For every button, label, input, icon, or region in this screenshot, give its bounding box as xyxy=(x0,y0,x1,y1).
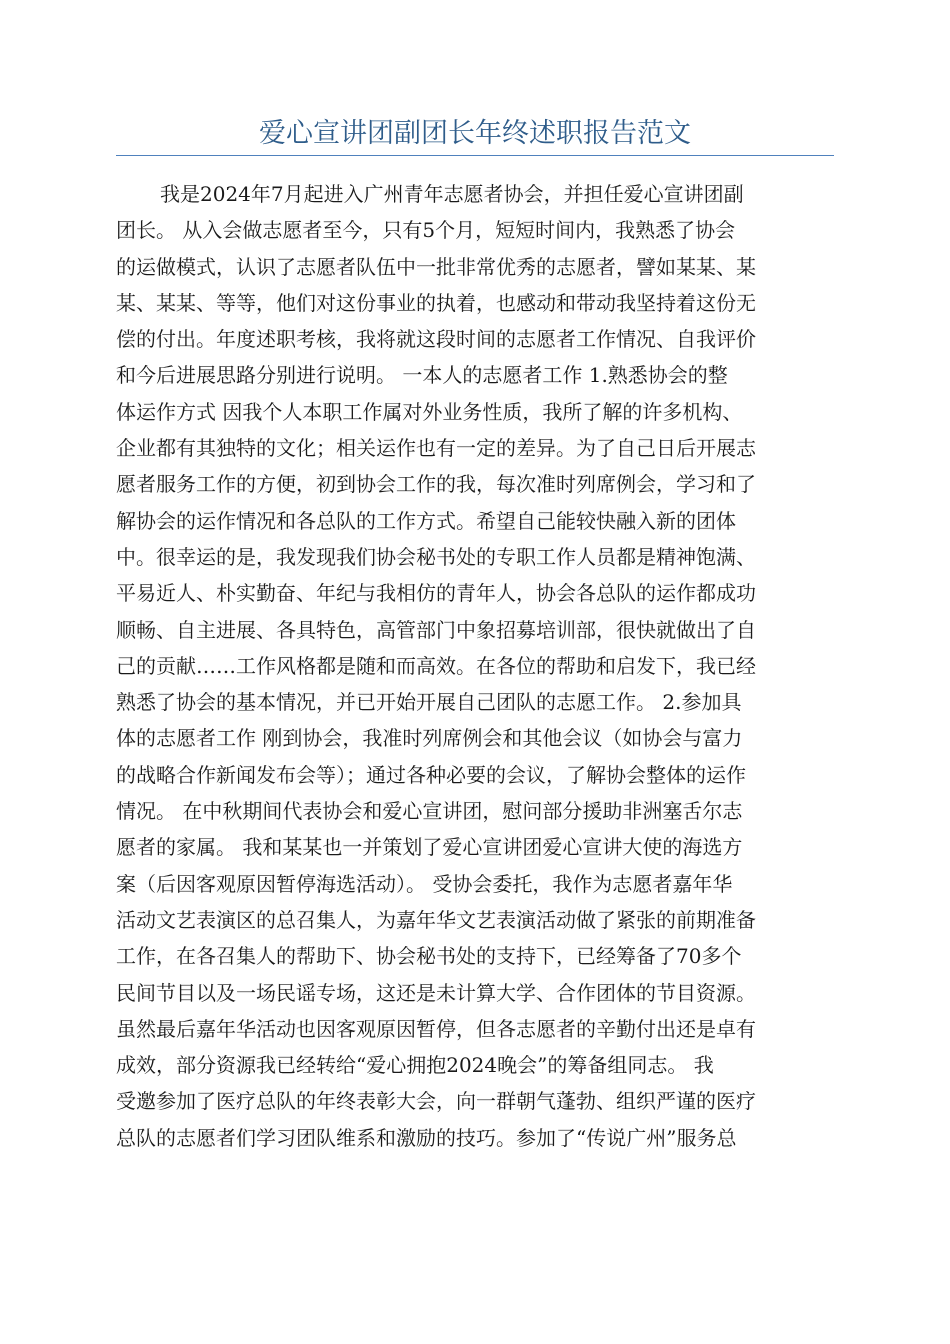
paragraph-line: 企业都有其独特的文化；相关运作也有一定的差异。为了自己日后开展志 xyxy=(116,436,756,461)
paragraph-line: 己的贡献……工作风格都是随和而高效。在各位的帮助和启发下，我已经 xyxy=(116,653,756,678)
paragraph-line: 成效，部分资源我已经转给“爱心拥抱2024晚会”的筹备组同志。 我 xyxy=(116,1053,714,1078)
paragraph-line: 活动文艺表演区的总召集人，为嘉年华文艺表演活动做了紧张的前期准备 xyxy=(116,907,756,932)
paragraph-line: 的运做模式，认识了志愿者队伍中一批非常优秀的志愿者，譬如某某、某 xyxy=(116,254,756,279)
paragraph-line: 民间节目以及一场民谣专场，这还是未计算大学、合作团体的节目资源。 xyxy=(116,980,756,1005)
paragraph-line: 团长。 从入会做志愿者至今，只有5个月，短短时间内，我熟悉了协会 xyxy=(116,218,736,243)
paragraph-line: 虽然最后嘉年华活动也因客观原因暂停，但各志愿者的辛勤付出还是卓有 xyxy=(116,1016,756,1041)
paragraph-line: 受邀参加了医疗总队的年终表彰大会，向一群朝气蓬勃、组织严谨的医疗 xyxy=(116,1089,756,1114)
paragraph-line: 体运作方式 因我个人本职工作属对外业务性质，我所了解的许多机构、 xyxy=(116,399,743,424)
paragraph-line: 愿者服务工作的方便，初到协会工作的我，每次准时列席例会，学习和了 xyxy=(116,472,756,497)
paragraph-line: 和今后进展思路分别进行说明。 一本人的志愿者工作 1.熟悉协会的整 xyxy=(116,363,728,388)
paragraph-line: 中。很幸运的是，我发现我们协会秘书处的专职工作人员都是精神饱满、 xyxy=(116,544,756,569)
paragraph-line: 愿者的家属。 我和某某也一并策划了爱心宣讲团爱心宣讲大使的海选方 xyxy=(116,835,743,860)
paragraph-line: 工作，在各召集人的帮助下、协会秘书处的支持下，已经筹备了70多个 xyxy=(116,944,742,969)
title-underline xyxy=(116,155,834,156)
paragraph-line: 我是2024年7月起进入广州青年志愿者协会，并担任爱心宣讲团副 xyxy=(160,182,744,206)
paragraph-line: 总队的志愿者们学习团队维系和激励的技巧。参加了“传说广州”服务总 xyxy=(116,1125,737,1150)
paragraph-line: 平易近人、朴实勤奋、年纪与我相仿的青年人，协会各总队的运作都成功 xyxy=(116,581,756,606)
paragraph-line: 的战略合作新闻发布会等）；通过各种必要的会议，了解协会整体的运作 xyxy=(116,762,746,787)
paragraph-line: 解协会的运作情况和各总队的工作方式。希望自己能较快融入新的团体 xyxy=(116,508,736,533)
document-body xyxy=(116,176,834,1156)
paragraph-line: 案（后因客观原因暂停海选活动）。 受协会委托，我作为志愿者嘉年华 xyxy=(116,871,733,896)
paragraph-line: 顺畅、自主进展、各具特色，高管部门中象招募培训部，很快就做出了自 xyxy=(116,617,756,642)
paragraph-line: 某、某某、等等，他们对这份事业的执着，也感动和带动我坚持着这份无 xyxy=(116,290,756,315)
paragraph-line: 体的志愿者工作 刚到协会，我准时列席例会和其他会议（如协会与富力 xyxy=(116,726,743,751)
paragraph-line: 熟悉了协会的基本情况，并已开始开展自己团队的志愿工作。 2.参加具 xyxy=(116,690,742,715)
document-title: 爱心宣讲团副团长年终述职报告范文 xyxy=(259,118,691,149)
paragraph-line: 偿的付出。年度述职考核，我将就这段时间的志愿者工作情况、自我评价 xyxy=(116,327,756,352)
paragraph-line: 情况。 在中秋期间代表协会和爱心宣讲团，慰问部分援助非洲塞舌尔志 xyxy=(116,799,743,824)
